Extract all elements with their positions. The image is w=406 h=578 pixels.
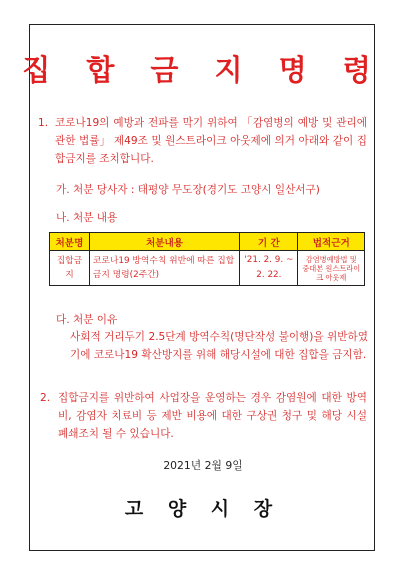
header-period: 기 간 [240,233,298,251]
table-row [50,251,365,286]
item2-text: 집합금지를 위반하여 사업장을 운영하는 경우 감염원에 대한 방역비, 감염자 치료비 등 제반 비용에 대한 구상권 청구 및 해당 시설 폐쇄조치 될 수 있습니다. [58,392,367,440]
item1-text: 코로나19의 예방과 전파를 막기 위하여 「감염병의 예방 및 관리에 관한 법률」 제49조 및 원스트라이크 아웃제에 의거 아래와 같이 집합금지를 조치합니다. [55,117,367,165]
table-header-row [50,233,365,251]
section-c-heading: 다. 처분 이유 [56,314,118,326]
cell-legal-basis: 감염병예방법 및 중대본 원스트라이크 아웃제 [298,251,365,286]
item1-number: 1. [38,117,49,129]
item2-number: 2. [40,392,51,404]
issuer-name: 고 양 시 장 [124,498,282,520]
section-c-text: 사회적 거리두기 2.5단계 방역수칙(명단작성 불이행)을 위반하였기에 코로나19 확산방지를 위해 해당시설에 대한 집합을 금지함. [70,331,368,361]
header-disposition-content: 처분내용 [89,233,239,251]
disposition-table [49,232,365,286]
cell-disposition-content: 코로나19 방역수칙 위반에 따른 집합금지 명령(2주간) [89,251,239,286]
header-legal-basis: 법적근거 [298,233,365,251]
issue-date: 2021년 2월 9일 [163,459,243,472]
section-a-party: 가. 처분 당사자 : 태평양 무도장(경기도 고양시 일산서구) [56,184,320,196]
cell-disposition-name: 집합금지 [50,251,90,286]
cell-period: '21. 2. 9. ~ 2. 22. [240,251,298,286]
document-title: 집 합 금 지 명 령 [22,53,384,87]
section-b-heading: 나. 처분 내용 [56,212,118,224]
header-disposition-name: 처분명 [50,233,90,251]
